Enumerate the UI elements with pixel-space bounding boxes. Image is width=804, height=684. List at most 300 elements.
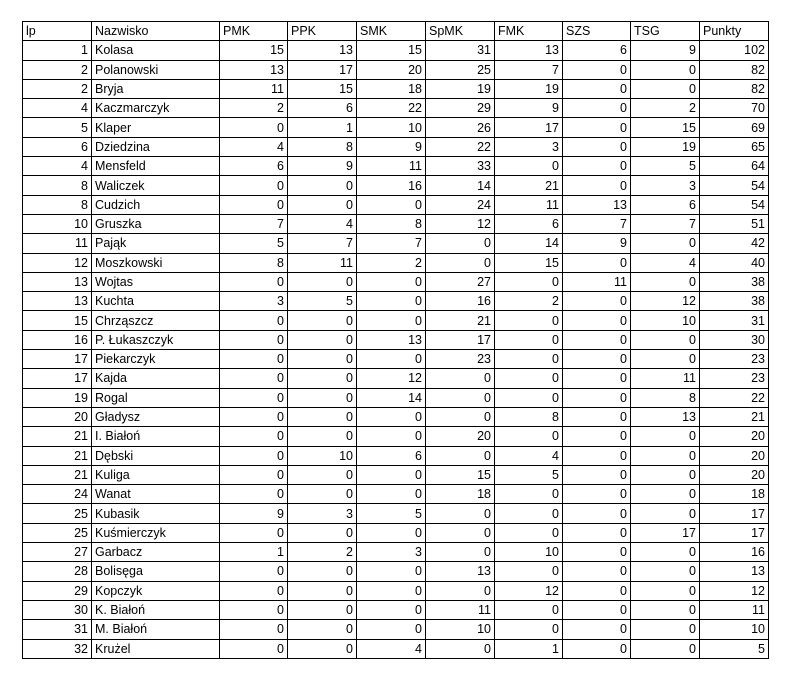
cell-pmk[interactable]: 0 — [220, 272, 288, 291]
cell-lp[interactable]: 12 — [23, 253, 92, 272]
cell-lp[interactable]: 20 — [23, 407, 92, 426]
cell-ppk[interactable]: 1 — [288, 118, 357, 137]
cell-fmk[interactable]: 0 — [495, 485, 563, 504]
cell-lp[interactable]: 27 — [23, 543, 92, 562]
cell-szs[interactable]: 0 — [563, 581, 631, 600]
cell-pmk[interactable]: 9 — [220, 504, 288, 523]
cell-nazwisko[interactable]: M. Białoń — [92, 620, 220, 639]
cell-szs[interactable]: 7 — [563, 214, 631, 233]
cell-punkty[interactable]: 54 — [700, 176, 769, 195]
cell-fmk[interactable]: 15 — [495, 253, 563, 272]
cell-lp[interactable]: 21 — [23, 465, 92, 484]
cell-fmk[interactable]: 3 — [495, 137, 563, 156]
cell-tsg[interactable]: 0 — [631, 620, 700, 639]
cell-szs[interactable]: 0 — [563, 562, 631, 581]
cell-punkty[interactable]: 16 — [700, 543, 769, 562]
cell-punkty[interactable]: 21 — [700, 407, 769, 426]
cell-tsg[interactable]: 0 — [631, 562, 700, 581]
cell-fmk[interactable]: 19 — [495, 79, 563, 98]
cell-punkty[interactable]: 38 — [700, 272, 769, 291]
cell-smk[interactable]: 10 — [357, 118, 426, 137]
cell-ppk[interactable]: 0 — [288, 485, 357, 504]
cell-pmk[interactable]: 0 — [220, 369, 288, 388]
cell-smk[interactable]: 22 — [357, 99, 426, 118]
header-punkty[interactable]: Punkty — [700, 22, 769, 41]
cell-tsg[interactable]: 15 — [631, 118, 700, 137]
cell-pmk[interactable]: 0 — [220, 330, 288, 349]
cell-smk[interactable]: 3 — [357, 543, 426, 562]
cell-spmk[interactable]: 24 — [426, 195, 495, 214]
cell-spmk[interactable]: 16 — [426, 292, 495, 311]
cell-spmk[interactable]: 0 — [426, 523, 495, 542]
cell-szs[interactable]: 0 — [563, 407, 631, 426]
cell-ppk[interactable]: 9 — [288, 157, 357, 176]
cell-nazwisko[interactable]: Kaczmarczyk — [92, 99, 220, 118]
cell-lp[interactable]: 8 — [23, 176, 92, 195]
cell-spmk[interactable]: 20 — [426, 427, 495, 446]
cell-ppk[interactable]: 0 — [288, 581, 357, 600]
cell-punkty[interactable]: 30 — [700, 330, 769, 349]
cell-nazwisko[interactable]: K. Białoń — [92, 600, 220, 619]
cell-fmk[interactable]: 4 — [495, 446, 563, 465]
cell-szs[interactable]: 0 — [563, 485, 631, 504]
cell-tsg[interactable]: 19 — [631, 137, 700, 156]
cell-nazwisko[interactable]: Moszkowski — [92, 253, 220, 272]
cell-lp[interactable]: 30 — [23, 600, 92, 619]
cell-ppk[interactable]: 2 — [288, 543, 357, 562]
header-lp[interactable]: lp — [23, 22, 92, 41]
cell-smk[interactable]: 2 — [357, 253, 426, 272]
cell-nazwisko[interactable]: Chrząszcz — [92, 311, 220, 330]
cell-pmk[interactable]: 0 — [220, 581, 288, 600]
cell-ppk[interactable]: 15 — [288, 79, 357, 98]
cell-punkty[interactable]: 20 — [700, 465, 769, 484]
cell-spmk[interactable]: 17 — [426, 330, 495, 349]
cell-smk[interactable]: 0 — [357, 465, 426, 484]
cell-smk[interactable]: 14 — [357, 388, 426, 407]
cell-szs[interactable]: 13 — [563, 195, 631, 214]
cell-smk[interactable]: 7 — [357, 234, 426, 253]
cell-spmk[interactable]: 11 — [426, 600, 495, 619]
cell-lp[interactable]: 17 — [23, 369, 92, 388]
cell-pmk[interactable]: 0 — [220, 427, 288, 446]
cell-fmk[interactable]: 14 — [495, 234, 563, 253]
cell-nazwisko[interactable]: Kolasa — [92, 41, 220, 60]
cell-nazwisko[interactable]: Garbacz — [92, 543, 220, 562]
cell-ppk[interactable]: 3 — [288, 504, 357, 523]
cell-szs[interactable]: 0 — [563, 427, 631, 446]
cell-fmk[interactable]: 0 — [495, 369, 563, 388]
cell-ppk[interactable]: 0 — [288, 350, 357, 369]
cell-tsg[interactable]: 4 — [631, 253, 700, 272]
cell-punkty[interactable]: 42 — [700, 234, 769, 253]
cell-punkty[interactable]: 23 — [700, 350, 769, 369]
cell-ppk[interactable]: 0 — [288, 620, 357, 639]
cell-szs[interactable]: 0 — [563, 311, 631, 330]
cell-fmk[interactable]: 0 — [495, 350, 563, 369]
cell-tsg[interactable]: 6 — [631, 195, 700, 214]
cell-punkty[interactable]: 20 — [700, 446, 769, 465]
cell-spmk[interactable]: 21 — [426, 311, 495, 330]
cell-pmk[interactable]: 0 — [220, 311, 288, 330]
header-spmk[interactable]: SpMK — [426, 22, 495, 41]
cell-tsg[interactable]: 8 — [631, 388, 700, 407]
cell-nazwisko[interactable]: Rogal — [92, 388, 220, 407]
cell-pmk[interactable]: 0 — [220, 485, 288, 504]
cell-spmk[interactable]: 29 — [426, 99, 495, 118]
cell-tsg[interactable]: 17 — [631, 523, 700, 542]
cell-ppk[interactable]: 0 — [288, 388, 357, 407]
cell-lp[interactable]: 1 — [23, 41, 92, 60]
cell-lp[interactable]: 28 — [23, 562, 92, 581]
cell-lp[interactable]: 21 — [23, 427, 92, 446]
cell-smk[interactable]: 0 — [357, 195, 426, 214]
cell-pmk[interactable]: 0 — [220, 600, 288, 619]
cell-szs[interactable]: 0 — [563, 350, 631, 369]
cell-fmk[interactable]: 8 — [495, 407, 563, 426]
cell-nazwisko[interactable]: P. Łukaszczyk — [92, 330, 220, 349]
header-ppk[interactable]: PPK — [288, 22, 357, 41]
cell-tsg[interactable]: 7 — [631, 214, 700, 233]
cell-ppk[interactable]: 0 — [288, 465, 357, 484]
cell-smk[interactable]: 5 — [357, 504, 426, 523]
cell-smk[interactable]: 0 — [357, 292, 426, 311]
cell-lp[interactable]: 19 — [23, 388, 92, 407]
cell-nazwisko[interactable]: Wojtas — [92, 272, 220, 291]
cell-szs[interactable]: 0 — [563, 176, 631, 195]
cell-spmk[interactable]: 13 — [426, 562, 495, 581]
cell-fmk[interactable]: 0 — [495, 504, 563, 523]
cell-spmk[interactable]: 15 — [426, 465, 495, 484]
header-fmk[interactable]: FMK — [495, 22, 563, 41]
cell-pmk[interactable]: 0 — [220, 350, 288, 369]
cell-nazwisko[interactable]: Polanowski — [92, 60, 220, 79]
cell-punkty[interactable]: 17 — [700, 504, 769, 523]
cell-pmk[interactable]: 3 — [220, 292, 288, 311]
cell-spmk[interactable]: 0 — [426, 253, 495, 272]
cell-pmk[interactable]: 1 — [220, 543, 288, 562]
cell-spmk[interactable]: 0 — [426, 581, 495, 600]
cell-lp[interactable]: 17 — [23, 350, 92, 369]
cell-tsg[interactable]: 0 — [631, 60, 700, 79]
cell-pmk[interactable]: 15 — [220, 41, 288, 60]
cell-tsg[interactable]: 0 — [631, 639, 700, 658]
cell-tsg[interactable]: 3 — [631, 176, 700, 195]
cell-punkty[interactable]: 82 — [700, 79, 769, 98]
cell-ppk[interactable]: 0 — [288, 311, 357, 330]
cell-szs[interactable]: 0 — [563, 253, 631, 272]
cell-tsg[interactable]: 0 — [631, 234, 700, 253]
cell-ppk[interactable]: 0 — [288, 600, 357, 619]
cell-punkty[interactable]: 5 — [700, 639, 769, 658]
header-tsg[interactable]: TSG — [631, 22, 700, 41]
cell-nazwisko[interactable]: Kuliga — [92, 465, 220, 484]
cell-spmk[interactable]: 10 — [426, 620, 495, 639]
cell-smk[interactable]: 11 — [357, 157, 426, 176]
cell-ppk[interactable]: 0 — [288, 369, 357, 388]
cell-nazwisko[interactable]: Wanat — [92, 485, 220, 504]
cell-smk[interactable]: 12 — [357, 369, 426, 388]
cell-spmk[interactable]: 14 — [426, 176, 495, 195]
cell-szs[interactable]: 0 — [563, 79, 631, 98]
cell-ppk[interactable]: 13 — [288, 41, 357, 60]
cell-smk[interactable]: 15 — [357, 41, 426, 60]
cell-nazwisko[interactable]: Gładysz — [92, 407, 220, 426]
cell-nazwisko[interactable]: Bryja — [92, 79, 220, 98]
cell-tsg[interactable]: 9 — [631, 41, 700, 60]
cell-ppk[interactable]: 17 — [288, 60, 357, 79]
cell-szs[interactable]: 6 — [563, 41, 631, 60]
cell-spmk[interactable]: 0 — [426, 504, 495, 523]
cell-lp[interactable]: 8 — [23, 195, 92, 214]
cell-ppk[interactable]: 0 — [288, 562, 357, 581]
cell-spmk[interactable]: 0 — [426, 234, 495, 253]
cell-pmk[interactable]: 7 — [220, 214, 288, 233]
cell-tsg[interactable]: 0 — [631, 465, 700, 484]
cell-smk[interactable]: 20 — [357, 60, 426, 79]
cell-nazwisko[interactable]: Cudzich — [92, 195, 220, 214]
cell-smk[interactable]: 0 — [357, 562, 426, 581]
cell-tsg[interactable]: 0 — [631, 504, 700, 523]
cell-fmk[interactable]: 7 — [495, 60, 563, 79]
cell-tsg[interactable]: 0 — [631, 446, 700, 465]
cell-pmk[interactable]: 0 — [220, 523, 288, 542]
cell-szs[interactable]: 0 — [563, 446, 631, 465]
cell-pmk[interactable]: 0 — [220, 195, 288, 214]
cell-lp[interactable]: 4 — [23, 99, 92, 118]
cell-lp[interactable]: 25 — [23, 523, 92, 542]
cell-szs[interactable]: 0 — [563, 60, 631, 79]
cell-lp[interactable]: 11 — [23, 234, 92, 253]
cell-szs[interactable]: 0 — [563, 330, 631, 349]
cell-punkty[interactable]: 51 — [700, 214, 769, 233]
cell-punkty[interactable]: 10 — [700, 620, 769, 639]
cell-tsg[interactable]: 0 — [631, 485, 700, 504]
cell-szs[interactable]: 0 — [563, 369, 631, 388]
cell-ppk[interactable]: 10 — [288, 446, 357, 465]
header-szs[interactable]: SZS — [563, 22, 631, 41]
cell-lp[interactable]: 16 — [23, 330, 92, 349]
cell-smk[interactable]: 9 — [357, 137, 426, 156]
cell-fmk[interactable]: 0 — [495, 157, 563, 176]
cell-lp[interactable]: 25 — [23, 504, 92, 523]
cell-tsg[interactable]: 12 — [631, 292, 700, 311]
cell-punkty[interactable]: 70 — [700, 99, 769, 118]
cell-spmk[interactable]: 0 — [426, 639, 495, 658]
cell-lp[interactable]: 32 — [23, 639, 92, 658]
cell-spmk[interactable]: 33 — [426, 157, 495, 176]
cell-pmk[interactable]: 6 — [220, 157, 288, 176]
header-smk[interactable]: SMK — [357, 22, 426, 41]
cell-ppk[interactable]: 7 — [288, 234, 357, 253]
cell-nazwisko[interactable]: Klaper — [92, 118, 220, 137]
cell-tsg[interactable]: 0 — [631, 600, 700, 619]
cell-fmk[interactable]: 6 — [495, 214, 563, 233]
cell-ppk[interactable]: 0 — [288, 407, 357, 426]
cell-nazwisko[interactable]: Mensfeld — [92, 157, 220, 176]
cell-smk[interactable]: 8 — [357, 214, 426, 233]
cell-punkty[interactable]: 18 — [700, 485, 769, 504]
cell-szs[interactable]: 0 — [563, 388, 631, 407]
cell-tsg[interactable]: 10 — [631, 311, 700, 330]
cell-punkty[interactable]: 65 — [700, 137, 769, 156]
cell-spmk[interactable]: 0 — [426, 388, 495, 407]
cell-smk[interactable]: 0 — [357, 407, 426, 426]
cell-pmk[interactable]: 0 — [220, 639, 288, 658]
cell-szs[interactable]: 0 — [563, 620, 631, 639]
cell-spmk[interactable]: 27 — [426, 272, 495, 291]
cell-tsg[interactable]: 0 — [631, 543, 700, 562]
cell-lp[interactable]: 10 — [23, 214, 92, 233]
cell-szs[interactable]: 0 — [563, 600, 631, 619]
cell-punkty[interactable]: 69 — [700, 118, 769, 137]
cell-fmk[interactable]: 5 — [495, 465, 563, 484]
cell-tsg[interactable]: 0 — [631, 350, 700, 369]
cell-smk[interactable]: 6 — [357, 446, 426, 465]
cell-spmk[interactable]: 26 — [426, 118, 495, 137]
cell-nazwisko[interactable]: Piekarczyk — [92, 350, 220, 369]
cell-smk[interactable]: 0 — [357, 523, 426, 542]
cell-tsg[interactable]: 2 — [631, 99, 700, 118]
cell-punkty[interactable]: 20 — [700, 427, 769, 446]
cell-spmk[interactable]: 18 — [426, 485, 495, 504]
cell-fmk[interactable]: 11 — [495, 195, 563, 214]
cell-pmk[interactable]: 0 — [220, 388, 288, 407]
cell-fmk[interactable]: 9 — [495, 99, 563, 118]
cell-szs[interactable]: 11 — [563, 272, 631, 291]
cell-pmk[interactable]: 0 — [220, 176, 288, 195]
cell-smk[interactable]: 0 — [357, 620, 426, 639]
cell-punkty[interactable]: 11 — [700, 600, 769, 619]
cell-smk[interactable]: 0 — [357, 600, 426, 619]
cell-nazwisko[interactable]: Kopczyk — [92, 581, 220, 600]
cell-nazwisko[interactable]: Kajda — [92, 369, 220, 388]
cell-smk[interactable]: 0 — [357, 311, 426, 330]
cell-ppk[interactable]: 6 — [288, 99, 357, 118]
cell-nazwisko[interactable]: Krużel — [92, 639, 220, 658]
cell-nazwisko[interactable]: Dziedzina — [92, 137, 220, 156]
cell-spmk[interactable]: 25 — [426, 60, 495, 79]
cell-nazwisko[interactable]: Dębski — [92, 446, 220, 465]
cell-pmk[interactable]: 0 — [220, 465, 288, 484]
cell-fmk[interactable]: 21 — [495, 176, 563, 195]
cell-punkty[interactable]: 82 — [700, 60, 769, 79]
cell-pmk[interactable]: 4 — [220, 137, 288, 156]
cell-smk[interactable]: 0 — [357, 485, 426, 504]
cell-fmk[interactable]: 0 — [495, 388, 563, 407]
cell-fmk[interactable]: 0 — [495, 600, 563, 619]
cell-punkty[interactable]: 13 — [700, 562, 769, 581]
cell-szs[interactable]: 0 — [563, 137, 631, 156]
cell-tsg[interactable]: 0 — [631, 272, 700, 291]
cell-smk[interactable]: 13 — [357, 330, 426, 349]
cell-fmk[interactable]: 0 — [495, 311, 563, 330]
cell-ppk[interactable]: 5 — [288, 292, 357, 311]
cell-fmk[interactable]: 0 — [495, 523, 563, 542]
cell-nazwisko[interactable]: I. Białoń — [92, 427, 220, 446]
cell-nazwisko[interactable]: Kuśmierczyk — [92, 523, 220, 542]
cell-szs[interactable]: 0 — [563, 118, 631, 137]
cell-punkty[interactable]: 12 — [700, 581, 769, 600]
cell-ppk[interactable]: 0 — [288, 176, 357, 195]
cell-tsg[interactable]: 0 — [631, 581, 700, 600]
cell-lp[interactable]: 31 — [23, 620, 92, 639]
cell-nazwisko[interactable]: Kuchta — [92, 292, 220, 311]
cell-punkty[interactable]: 40 — [700, 253, 769, 272]
cell-lp[interactable]: 2 — [23, 60, 92, 79]
cell-lp[interactable]: 13 — [23, 292, 92, 311]
cell-smk[interactable]: 18 — [357, 79, 426, 98]
cell-szs[interactable]: 0 — [563, 292, 631, 311]
cell-fmk[interactable]: 2 — [495, 292, 563, 311]
cell-smk[interactable]: 16 — [357, 176, 426, 195]
cell-lp[interactable]: 15 — [23, 311, 92, 330]
cell-fmk[interactable]: 10 — [495, 543, 563, 562]
cell-tsg[interactable]: 11 — [631, 369, 700, 388]
cell-ppk[interactable]: 11 — [288, 253, 357, 272]
cell-fmk[interactable]: 17 — [495, 118, 563, 137]
cell-nazwisko[interactable]: Pająk — [92, 234, 220, 253]
cell-tsg[interactable]: 0 — [631, 427, 700, 446]
cell-szs[interactable]: 0 — [563, 465, 631, 484]
cell-nazwisko[interactable]: Kubasik — [92, 504, 220, 523]
cell-smk[interactable]: 0 — [357, 427, 426, 446]
cell-szs[interactable]: 0 — [563, 99, 631, 118]
cell-spmk[interactable]: 31 — [426, 41, 495, 60]
cell-pmk[interactable]: 2 — [220, 99, 288, 118]
cell-punkty[interactable]: 54 — [700, 195, 769, 214]
cell-smk[interactable]: 0 — [357, 581, 426, 600]
cell-spmk[interactable]: 23 — [426, 350, 495, 369]
cell-fmk[interactable]: 0 — [495, 562, 563, 581]
header-nazwisko[interactable]: Nazwisko — [92, 22, 220, 41]
cell-nazwisko[interactable]: Bolisęga — [92, 562, 220, 581]
cell-punkty[interactable]: 22 — [700, 388, 769, 407]
cell-spmk[interactable]: 0 — [426, 543, 495, 562]
cell-spmk[interactable]: 12 — [426, 214, 495, 233]
cell-szs[interactable]: 0 — [563, 639, 631, 658]
cell-lp[interactable]: 2 — [23, 79, 92, 98]
cell-nazwisko[interactable]: Gruszka — [92, 214, 220, 233]
cell-lp[interactable]: 21 — [23, 446, 92, 465]
cell-fmk[interactable]: 0 — [495, 330, 563, 349]
cell-fmk[interactable]: 1 — [495, 639, 563, 658]
cell-ppk[interactable]: 0 — [288, 330, 357, 349]
cell-fmk[interactable]: 0 — [495, 272, 563, 291]
cell-pmk[interactable]: 8 — [220, 253, 288, 272]
cell-spmk[interactable]: 22 — [426, 137, 495, 156]
cell-lp[interactable]: 4 — [23, 157, 92, 176]
cell-smk[interactable]: 0 — [357, 272, 426, 291]
cell-szs[interactable]: 0 — [563, 543, 631, 562]
cell-nazwisko[interactable]: Waliczek — [92, 176, 220, 195]
cell-pmk[interactable]: 0 — [220, 562, 288, 581]
cell-pmk[interactable]: 0 — [220, 118, 288, 137]
cell-szs[interactable]: 0 — [563, 523, 631, 542]
cell-tsg[interactable]: 5 — [631, 157, 700, 176]
cell-szs[interactable]: 0 — [563, 504, 631, 523]
cell-tsg[interactable]: 0 — [631, 330, 700, 349]
cell-fmk[interactable]: 0 — [495, 427, 563, 446]
cell-szs[interactable]: 9 — [563, 234, 631, 253]
cell-punkty[interactable]: 102 — [700, 41, 769, 60]
cell-fmk[interactable]: 0 — [495, 620, 563, 639]
cell-fmk[interactable]: 13 — [495, 41, 563, 60]
cell-lp[interactable]: 5 — [23, 118, 92, 137]
cell-lp[interactable]: 13 — [23, 272, 92, 291]
cell-punkty[interactable]: 17 — [700, 523, 769, 542]
cell-punkty[interactable]: 31 — [700, 311, 769, 330]
